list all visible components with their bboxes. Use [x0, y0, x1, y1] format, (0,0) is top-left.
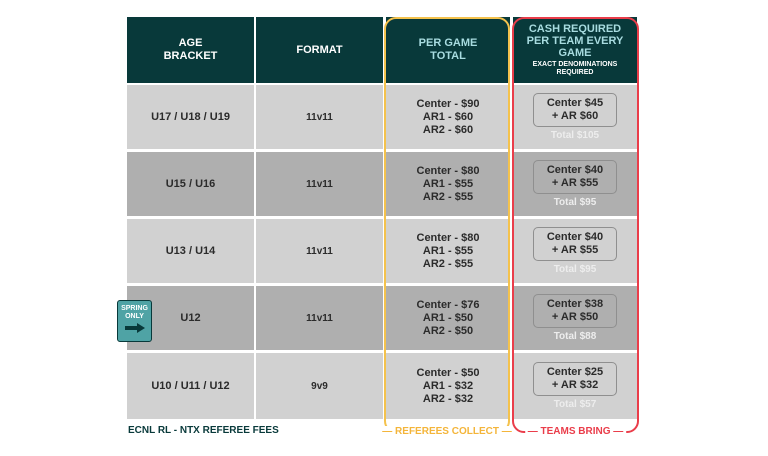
age-bracket-text: U10 / U11 / U12 [151, 380, 230, 392]
arrow-right-icon [118, 323, 151, 333]
row-format-cell [256, 286, 383, 350]
cash-center: Center $45 [546, 97, 604, 109]
ar2-fee: AR2 - $55 [422, 190, 474, 203]
age-bracket-text: U12 [180, 312, 201, 324]
format-text: 11v11 [306, 178, 333, 190]
center-fee: Center - $90 [416, 97, 480, 110]
ar2-fee: AR2 - $60 [422, 123, 474, 136]
teams-bring-label: — TEAMS BRING — [525, 426, 627, 438]
ar2-fee: AR2 - $55 [422, 257, 474, 270]
header-format [256, 17, 383, 83]
cash-center: Center $25 [546, 366, 604, 378]
format-text: 11v11 [306, 245, 333, 257]
center-fee: Center - $76 [416, 298, 480, 311]
row-format-cell [256, 353, 383, 419]
header-cash-subtext: EXACT DENOMINATIONS REQUIRED [532, 61, 618, 76]
header-format-text: FORMAT [296, 43, 343, 56]
row-age-cell [127, 152, 254, 216]
header-cash-text: CASH REQUIRED PER TEAM EVERY GAME [526, 23, 624, 59]
spring-line2: ONLY [125, 313, 144, 320]
age-bracket-text: U17 / U18 / U19 [151, 111, 230, 123]
teams-bring-outline [512, 17, 639, 437]
cash-center: Center $40 [546, 231, 604, 243]
referees-collect-outline [382, 17, 512, 437]
row-format-cell [256, 152, 383, 216]
spring-line1: SPRING [121, 305, 148, 312]
referees-collect-label: — REFEREES COLLECT — [379, 426, 514, 438]
cash-ar: + AR $60 [551, 110, 599, 122]
footer-title: ECNL RL - NTX REFEREE FEES [128, 425, 279, 436]
cash-ar: + AR $55 [551, 244, 599, 256]
center-fee: Center - $80 [416, 231, 480, 244]
cash-ar: + AR $32 [551, 379, 599, 391]
ar1-fee: AR1 - $60 [422, 110, 474, 123]
header-per-game-text: PER GAME TOTAL [418, 37, 478, 62]
cash-ar: + AR $50 [551, 311, 599, 323]
format-text: 11v11 [306, 312, 333, 324]
center-fee: Center - $50 [416, 366, 480, 379]
row-age-cell [127, 353, 254, 419]
ar1-fee: AR1 - $55 [422, 177, 474, 190]
cash-total: Total $57 [553, 399, 597, 410]
row-age-cell [127, 219, 254, 283]
cash-total: Total $95 [553, 264, 597, 275]
format-text: 9v9 [311, 380, 328, 392]
cash-ar: + AR $55 [551, 177, 599, 189]
header-age-text: AGE BRACKET [163, 37, 218, 62]
age-bracket-text: U13 / U14 [165, 245, 216, 257]
cash-center: Center $40 [546, 164, 604, 176]
ar1-fee: AR1 - $55 [422, 244, 474, 257]
cash-center: Center $38 [546, 298, 604, 310]
ar2-fee: AR2 - $32 [422, 392, 474, 405]
ar1-fee: AR1 - $32 [422, 379, 474, 392]
spring-only-badge [117, 300, 152, 342]
age-bracket-text: U15 / U16 [165, 178, 216, 190]
center-fee: Center - $80 [416, 164, 480, 177]
format-text: 11v11 [306, 111, 333, 123]
row-age-cell [127, 85, 254, 149]
cash-total: Total $95 [553, 197, 597, 208]
header-age-bracket [127, 17, 254, 83]
cash-total: Total $88 [553, 331, 597, 342]
ar1-fee: AR1 - $50 [422, 311, 474, 324]
cash-total: Total $105 [550, 130, 600, 141]
row-format-cell [256, 219, 383, 283]
row-format-cell [256, 85, 383, 149]
ar2-fee: AR2 - $50 [422, 324, 474, 337]
